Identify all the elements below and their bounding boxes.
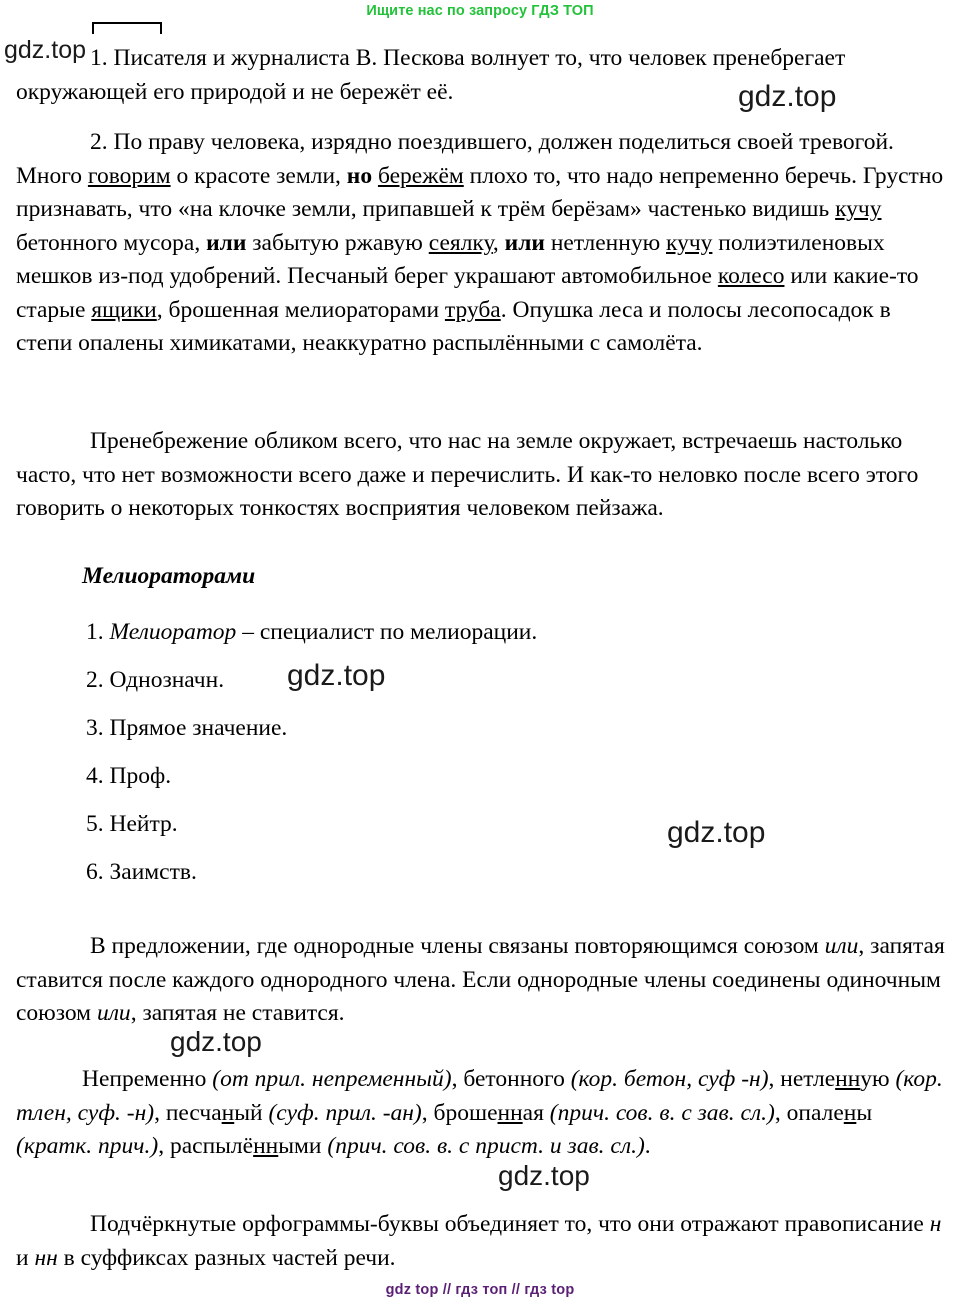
paragraph-2-segment: или какие-то старые [16, 263, 919, 323]
underlined-suffix-nn: нн [835, 1066, 861, 1092]
promo-banner-text: Ищите нас по запросу ГДЗ ТОП [366, 3, 594, 19]
italic-letter-nn: нн [34, 1244, 58, 1271]
underlined-word-govorim: говорим [87, 162, 171, 189]
paragraph-3: Пренебрежение обликом всего, что нас на земле окружает, встречаешь настолько часто, что нет возможности всего даже и перечислить. И как-то неловко после всего этого говорить о некоторых тонкостях восприятия человеком пейзажа. [16, 428, 919, 521]
analyzed-word: ая [522, 1099, 544, 1126]
list-item-text: Нейтр. [109, 811, 178, 837]
analyzed-word: , опале [774, 1099, 844, 1126]
list-item [86, 608, 946, 656]
list-item-number: 4. [86, 763, 104, 789]
paragraph-6-segment: и [16, 1244, 35, 1271]
list-item [86, 848, 946, 896]
morpheme-note: (суф. прил. -ан) [262, 1099, 422, 1126]
paragraph-2-segment: По праву человека, изрядно поездившего, должен поделиться своей тревогой. Много [16, 129, 894, 189]
paragraph-6-segment: в суффиксах разных частей речи. [57, 1244, 396, 1271]
morpheme-note: (кор. бетон, суф -н) [564, 1066, 769, 1092]
paragraph-2-segment: . Опушка леса и полосы лесопосадок в степи опалены химикатами, неаккуратно распылёнными с самолёта. [16, 296, 891, 356]
paragraph-5 [16, 1063, 946, 1164]
paragraph-2-segment: нетленную [544, 229, 666, 256]
paragraph-4 [16, 930, 946, 1031]
italic-letter-n: н [929, 1211, 942, 1237]
bold-conjunction-ili: или [206, 229, 247, 256]
underlined-word-berezhem: бережём [377, 162, 464, 189]
watermark-gdz-top: gdz.top [4, 36, 87, 64]
morpheme-note: (от прил. непременный) [206, 1066, 452, 1092]
analyzed-word: , нетле [768, 1066, 836, 1092]
list-item-number: 5. [86, 811, 104, 837]
list-item-text: Проф. [109, 763, 172, 789]
paragraph-1-number: 1. [90, 45, 108, 71]
paragraph-2-number: 2. [90, 129, 108, 155]
italic-conjunction-ili: или [96, 1000, 131, 1026]
watermark-gdz-top: gdz.top [738, 80, 837, 113]
paragraph-2 [16, 126, 946, 361]
underlined-suffix-n: н [843, 1099, 857, 1126]
list-item-number: 3. [86, 715, 104, 741]
paragraph-4-segment: , запятая не ставится. [130, 1000, 345, 1026]
analyzed-word: , песча [154, 1099, 222, 1126]
analyzed-word: ую [860, 1066, 890, 1092]
analyzed-word: , распылё [158, 1133, 254, 1159]
analyzed-word: ыми [278, 1133, 322, 1159]
promo-footer [0, 1282, 960, 1298]
list-item-text: – специалист по мелиорации. [236, 619, 538, 645]
paragraph-2-segment: полиэтиленовых мешков из-под удобрений. Песчаный берег украшают автомобильное [16, 229, 885, 289]
watermark-gdz-top: gdz.top [170, 1026, 262, 1057]
underlined-suffix-nn: нн [253, 1133, 279, 1159]
paragraph-6 [16, 1208, 946, 1275]
underlined-word-kuchu: кучу [835, 196, 882, 222]
watermark-gdz-top: gdz.top [498, 1160, 590, 1191]
morpheme-note: (кор. тлен, суф. -н) [16, 1066, 943, 1126]
list-item-term: Мелиоратор [109, 619, 237, 645]
underlined-word-yashchiki: ящики [91, 296, 157, 323]
paragraph-1-line-2: пренебрегает окружающей его природой и не бережёт её. [16, 45, 846, 105]
paragraph-6-segment: Подчёркнутые орфограммы-буквы объединяет то, что они отражают правописание [90, 1211, 930, 1237]
paragraph-2-segment: бетонного мусора, [16, 229, 207, 256]
list-item-number: 6. [86, 859, 104, 885]
paragraph-2-segment: , брошенная мелиораторами [156, 296, 445, 323]
underlined-word-seyalku: сеялку [428, 229, 493, 256]
analyzed-word: . [644, 1133, 651, 1159]
paragraph-2-segment: , [492, 229, 505, 256]
morpheme-note: (прич. сов. в. с прист. и зав. сл.) [321, 1133, 645, 1159]
analyzed-word: ый [234, 1099, 263, 1126]
analyzed-word: Непременно [82, 1066, 207, 1092]
word-analysis-heading-row [16, 560, 946, 594]
paragraph-2-segment: о красоте земли, [170, 162, 347, 189]
bold-conjunction-ili: или [504, 229, 545, 256]
paragraph-2-segment: забытую ржавую [246, 229, 429, 256]
list-item-number: 1. [86, 619, 104, 645]
list-item-number: 2. [86, 667, 104, 693]
list-item [86, 800, 946, 848]
promo-banner [0, 0, 960, 21]
bracket-mark-icon [92, 22, 162, 34]
list-item-text: Прямое значение. [109, 715, 288, 741]
morpheme-note: (кратк. прич.) [16, 1133, 159, 1159]
underlined-word-kuchu: кучу [666, 229, 713, 256]
analyzed-word: , броше [421, 1099, 498, 1126]
word-analysis-list [16, 608, 946, 896]
bold-conjunction-no: но [346, 162, 373, 189]
paragraph-4-segment: В предложении, где однородные члены связаны повторяющимся союзом [90, 933, 825, 959]
morpheme-note: (прич. сов. в. с зав. сл.) [543, 1099, 775, 1126]
analyzed-word: ы [856, 1099, 873, 1126]
underlined-suffix-nn: нн [497, 1099, 523, 1126]
paragraph-2-segment: плохо то, что надо непременно беречь. Грустно признавать, что «на клочке земли, припавшей к трём берёзам» частенько видишь [16, 162, 944, 222]
word-analysis-heading: Мелиораторами [82, 563, 256, 589]
list-item [86, 704, 946, 752]
list-item [86, 656, 946, 704]
list-item [86, 752, 946, 800]
paragraph-4-segment: , запятая ставится после каждого однородного члена. Если однородные члены соединены одиночным союзом [16, 933, 945, 1026]
underlined-suffix-n: н [221, 1099, 235, 1126]
paragraph-1-line-1: Писателя и журналиста В. Пескова волнует то, что человек [113, 45, 707, 71]
list-item-text: Однозначн. [109, 667, 225, 693]
promo-footer-text: gdz top // гдз топ // гдз top [385, 1282, 575, 1298]
underlined-word-truba: труба [444, 296, 501, 323]
italic-conjunction-ili: или [824, 933, 859, 959]
analyzed-word: , бетонного [451, 1066, 565, 1092]
underlined-word-koleso: колесо [717, 263, 785, 289]
paragraph-1 [16, 42, 946, 109]
watermark-gdz-top: gdz.top [667, 816, 766, 849]
watermark-gdz-top: gdz.top [287, 659, 386, 692]
list-item-text: Заимств. [109, 859, 197, 885]
